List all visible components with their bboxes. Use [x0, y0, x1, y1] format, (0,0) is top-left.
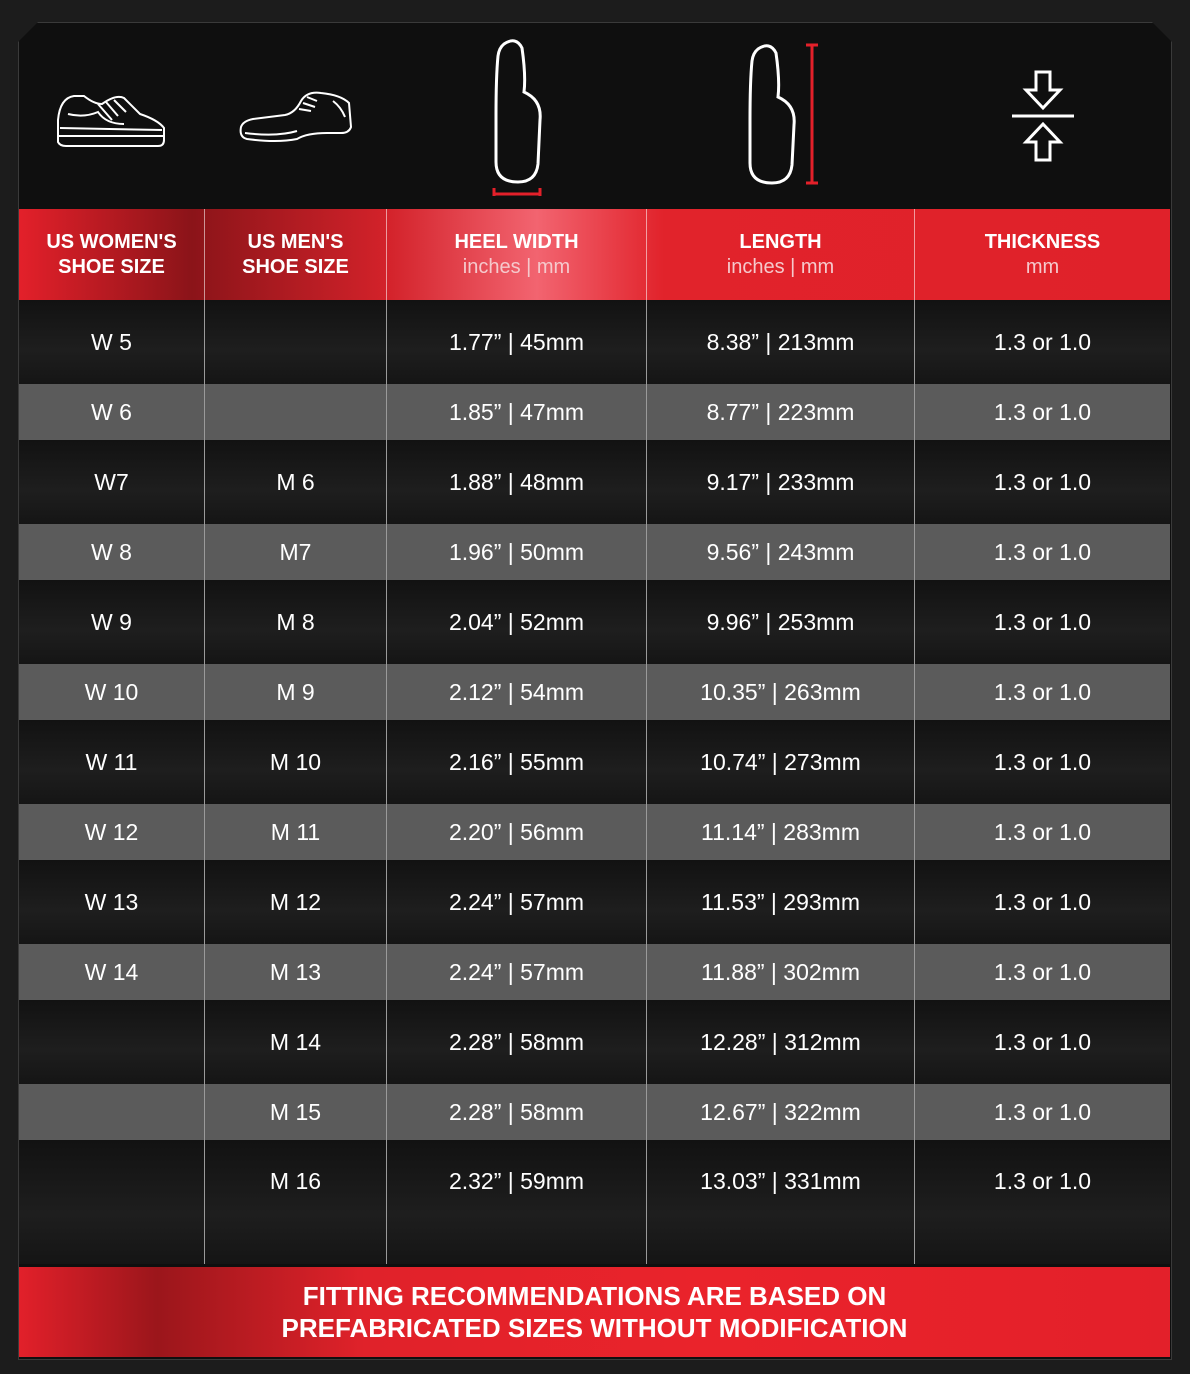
size-table	[19, 300, 1170, 1264]
footer-banner	[19, 1267, 1170, 1357]
table-row	[19, 944, 1170, 1000]
thickness-cell: 1.3 or 1.0	[993, 1168, 1092, 1194]
thickness-cell: 1.3 or 1.0	[993, 748, 1092, 775]
length-cell: 8.77” | 223mm	[647, 384, 915, 440]
header-title: LENGTH	[739, 230, 822, 253]
thickness-compress-icon	[915, 22, 1171, 209]
length-cell: 8.38” | 213mm	[647, 300, 915, 384]
header-title: SHOE SIZE	[58, 255, 165, 278]
length-cell: 9.96” | 253mm	[647, 580, 915, 664]
length-cell: 10.74” | 273mm	[647, 720, 915, 804]
men-size-cell	[205, 384, 387, 440]
footer-line: PREFABRICATED SIZES WITHOUT MODIFICATION	[281, 1313, 908, 1343]
header-title: THICKNESS	[984, 230, 1101, 253]
men-size-cell	[205, 300, 387, 384]
heel-width-cell: 2.24” | 57mm	[387, 860, 647, 944]
men-size-cell: M 9	[205, 664, 387, 720]
table-header	[19, 209, 1170, 300]
insole-length-icon	[647, 22, 915, 209]
header-length	[647, 209, 915, 300]
icon-row	[19, 22, 1171, 209]
men-size-cell: M 12	[205, 860, 387, 944]
heel-width-cell: 1.85” | 47mm	[387, 384, 647, 440]
length-cell: 11.53” | 293mm	[647, 860, 915, 944]
women-size-cell	[19, 1140, 205, 1264]
thickness-cell: 1.3 or 1.0	[993, 328, 1092, 355]
heel-width-cell: 2.12” | 54mm	[387, 664, 647, 720]
table-row	[19, 1140, 1170, 1264]
length-cell: 9.56” | 243mm	[647, 524, 915, 580]
length-cell: 12.67” | 322mm	[647, 1084, 915, 1140]
thickness-cell: 1.3 or 1.0	[993, 1098, 1092, 1125]
thickness-cell: 1.3 or 1.0	[993, 608, 1092, 635]
table-row	[19, 1084, 1170, 1140]
footer-line: FITTING RECOMMENDATIONS ARE BASED ON	[302, 1281, 887, 1311]
heel-width-cell: 2.32” | 59mm	[387, 1140, 647, 1264]
heel-width-cell: 1.88” | 48mm	[387, 440, 647, 524]
thickness-cell: 1.3 or 1.0	[993, 888, 1092, 915]
men-size-cell: M 11	[205, 804, 387, 860]
women-size-cell: W 6	[19, 384, 205, 440]
heel-width-cell: 2.28” | 58mm	[387, 1000, 647, 1084]
heel-width-cell: 2.04” | 52mm	[387, 580, 647, 664]
table-row	[19, 300, 1170, 384]
length-cell: 10.35” | 263mm	[647, 664, 915, 720]
dress-shoe-icon	[205, 22, 387, 209]
women-size-cell: W 13	[19, 860, 205, 944]
women-size-cell: W 12	[19, 804, 205, 860]
women-size-cell: W7	[19, 440, 205, 524]
men-size-cell: M 6	[205, 440, 387, 524]
table-row	[19, 384, 1170, 440]
thickness-cell: 1.3 or 1.0	[993, 1028, 1092, 1055]
women-size-cell: W 10	[19, 664, 205, 720]
table-row	[19, 720, 1170, 804]
thickness-cell: 1.3 or 1.0	[993, 958, 1092, 985]
women-size-cell: W 9	[19, 580, 205, 664]
header-title: HEEL WIDTH	[454, 230, 579, 253]
men-size-cell: M 15	[205, 1084, 387, 1140]
length-cell: 13.03” | 331mm	[647, 1140, 915, 1264]
women-size-cell: W 14	[19, 944, 205, 1000]
table-row	[19, 524, 1170, 580]
header-women-size	[19, 209, 205, 300]
women-size-cell: W 8	[19, 524, 205, 580]
header-heel-width	[387, 209, 647, 300]
header-unit: inches | mm	[726, 255, 835, 278]
heel-width-cell: 2.20” | 56mm	[387, 804, 647, 860]
heel-width-cell: 2.16” | 55mm	[387, 720, 647, 804]
table-row	[19, 804, 1170, 860]
thickness-cell: 1.3 or 1.0	[993, 538, 1092, 565]
thickness-cell: 1.3 or 1.0	[993, 818, 1092, 845]
women-size-cell: W 11	[19, 720, 205, 804]
table-row	[19, 664, 1170, 720]
women-size-cell: W 5	[19, 300, 205, 384]
insole-heel-width-icon	[387, 22, 647, 209]
table-row	[19, 1000, 1170, 1084]
header-title: US WOMEN'S	[46, 230, 177, 253]
men-size-cell: M7	[205, 524, 387, 580]
length-cell: 9.17” | 233mm	[647, 440, 915, 524]
length-cell: 11.14” | 283mm	[647, 804, 915, 860]
men-size-cell: M 13	[205, 944, 387, 1000]
length-cell: 11.88” | 302mm	[647, 944, 915, 1000]
women-size-cell	[19, 1000, 205, 1084]
header-thickness	[915, 209, 1170, 300]
header-title: US MEN'S	[247, 230, 344, 253]
table-row	[19, 440, 1170, 524]
thickness-cell: 1.3 or 1.0	[993, 678, 1092, 705]
thickness-cell: 1.3 or 1.0	[993, 468, 1092, 495]
thickness-cell: 1.3 or 1.0	[993, 398, 1092, 425]
header-unit: inches | mm	[462, 255, 571, 278]
header-title: SHOE SIZE	[242, 255, 349, 278]
heel-width-cell: 2.24” | 57mm	[387, 944, 647, 1000]
header-unit: mm	[1025, 255, 1060, 278]
men-size-cell: M 16	[205, 1140, 387, 1264]
men-size-cell: M 8	[205, 580, 387, 664]
women-size-cell	[19, 1084, 205, 1140]
header-men-size	[205, 209, 387, 300]
heel-width-cell: 1.96” | 50mm	[387, 524, 647, 580]
men-size-cell: M 14	[205, 1000, 387, 1084]
sneaker-icon	[19, 22, 205, 209]
heel-width-cell: 2.28” | 58mm	[387, 1084, 647, 1140]
table-row	[19, 580, 1170, 664]
length-cell: 12.28” | 312mm	[647, 1000, 915, 1084]
men-size-cell: M 10	[205, 720, 387, 804]
heel-width-cell: 1.77” | 45mm	[387, 300, 647, 384]
table-row	[19, 860, 1170, 944]
